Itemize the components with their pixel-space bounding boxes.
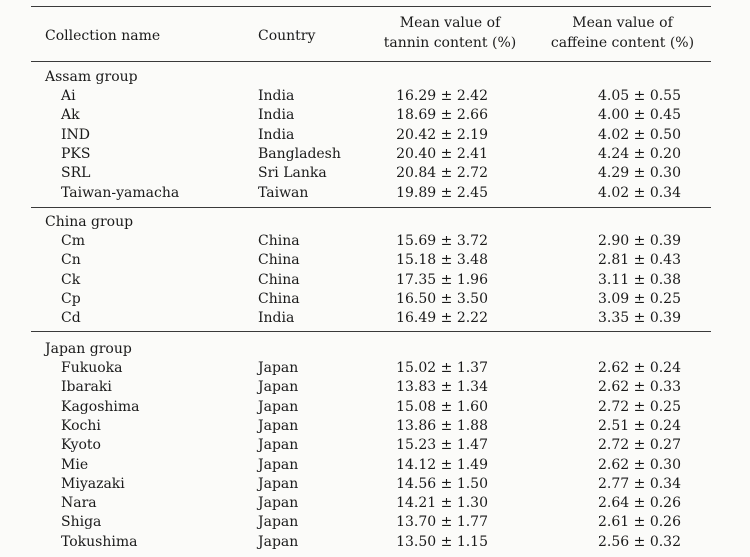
collection-name-cell: Tokushima [61,534,138,550]
tannin-content-cell: 14.21 ± 1.30 [396,495,488,511]
caffeine-content-cell: 4.02 ± 0.50 [598,127,681,143]
caffeine-content-cell: 2.51 ± 0.24 [598,418,681,434]
country-cell: India [258,88,295,104]
header-caffeine [535,13,710,53]
tannin-content-cell: 15.02 ± 1.37 [396,360,488,376]
country-cell: Japan [258,457,299,473]
collection-name-cell: Shiga [61,514,102,530]
country-cell: China [258,233,300,249]
tannin-content-cell: 13.70 ± 1.77 [396,514,488,530]
country-cell: Japan [258,534,299,550]
header-caffeine-line1: Mean value of [572,15,673,31]
country-cell: India [258,127,295,143]
caffeine-content-cell: 2.90 ± 0.39 [598,233,681,249]
china-group-bottom-rule [31,331,711,332]
collection-name-cell: Kyoto [61,437,101,453]
collection-name-cell: PKS [61,146,91,162]
country-cell: China [258,291,300,307]
collection-name-cell: Fukuoka [61,360,123,376]
country-cell: Sri Lanka [258,165,327,181]
collection-name-cell: Mie [61,457,89,473]
caffeine-content-cell: 2.81 ± 0.43 [598,252,681,268]
caffeine-content-cell: 2.64 ± 0.26 [598,495,681,511]
collection-name-cell: Ak [61,107,80,123]
caffeine-content-cell: 2.77 ± 0.34 [598,476,681,492]
caffeine-content-cell: 4.00 ± 0.45 [598,107,681,123]
country-cell: Bangladesh [258,146,341,162]
collection-name-cell: IND [61,127,91,143]
country-cell: India [258,310,295,326]
caffeine-content-cell: 2.61 ± 0.26 [598,514,681,530]
country-cell: Japan [258,418,299,434]
collection-name-cell: Nara [61,495,97,511]
collection-name-cell: SRL [61,165,91,181]
header-tannin-line2: tannin content (%) [383,35,517,51]
collection-name-cell: Ibaraki [61,379,112,395]
tannin-content-cell: 13.83 ± 1.34 [396,379,488,395]
header-tannin-line1: Mean value of [399,15,501,31]
header-tannin [370,13,530,53]
tannin-content-cell: 20.40 ± 2.41 [396,146,488,162]
tannin-content-cell: 16.29 ± 2.42 [396,88,488,104]
caffeine-content-cell: 2.72 ± 0.27 [598,437,681,453]
tannin-content-cell: 13.86 ± 1.88 [396,418,488,434]
tannin-content-cell: 17.35 ± 1.96 [396,272,488,288]
caffeine-content-cell: 2.72 ± 0.25 [598,399,681,415]
country-cell: Japan [258,437,299,453]
tannin-content-cell: 15.23 ± 1.47 [396,437,488,453]
caffeine-content-cell: 2.62 ± 0.30 [598,457,681,473]
country-cell: China [258,252,300,268]
tannin-content-cell: 13.50 ± 1.15 [396,534,488,550]
tannin-content-cell: 14.12 ± 1.49 [396,457,488,473]
country-cell: Japan [258,360,299,376]
country-cell: Taiwan [258,185,309,201]
collection-name-cell: Taiwan-yamacha [61,185,180,201]
group-heading: Assam group [45,69,138,85]
caffeine-content-cell: 4.29 ± 0.30 [598,165,681,181]
caffeine-content-cell: 4.05 ± 0.55 [598,88,681,104]
caffeine-content-cell: 3.11 ± 0.38 [598,272,681,288]
group-heading: Japan group [45,341,132,357]
collection-name-cell: Kagoshima [61,399,140,415]
tannin-content-cell: 15.18 ± 3.48 [396,252,488,268]
country-cell: Japan [258,495,299,511]
header-bottom-rule [31,61,711,62]
country-cell: Japan [258,514,299,530]
tannin-content-cell: 16.50 ± 3.50 [396,291,488,307]
collection-name-cell: Kochi [61,418,101,434]
collection-name-cell: Miyazaki [61,476,125,492]
collection-name-cell: Cd [61,310,81,326]
tannin-content-cell: 20.42 ± 2.19 [396,127,488,143]
assam-group-bottom-rule [31,207,711,208]
caffeine-content-cell: 4.02 ± 0.34 [598,185,681,201]
table-top-rule [31,6,711,7]
caffeine-content-cell: 2.56 ± 0.32 [598,534,681,550]
tannin-content-cell: 18.69 ± 2.66 [396,107,488,123]
country-cell: Japan [258,379,299,395]
caffeine-content-cell: 2.62 ± 0.24 [598,360,681,376]
header-caffeine-line2: caffeine content (%) [550,35,695,51]
country-cell: India [258,107,295,123]
collection-name-cell: Cp [61,291,81,307]
caffeine-content-cell: 4.24 ± 0.20 [598,146,681,162]
tannin-content-cell: 14.56 ± 1.50 [396,476,488,492]
caffeine-content-cell: 2.62 ± 0.33 [598,379,681,395]
collection-name-cell: Ck [61,272,81,288]
collection-name-cell: Cm [61,233,85,249]
tannin-content-cell: 19.89 ± 2.45 [396,185,488,201]
country-cell: Japan [258,476,299,492]
country-cell: Japan [258,399,299,415]
group-heading: China group [45,214,134,230]
collection-name-cell: Ai [61,88,76,104]
tannin-content-cell: 15.08 ± 1.60 [396,399,488,415]
country-cell: China [258,272,300,288]
caffeine-content-cell: 3.35 ± 0.39 [598,310,681,326]
header-collection-name: Collection name [45,28,161,44]
tannin-content-cell: 16.49 ± 2.22 [396,310,488,326]
tannin-content-cell: 15.69 ± 3.72 [396,233,488,249]
caffeine-content-cell: 3.09 ± 0.25 [598,291,681,307]
tannin-content-cell: 20.84 ± 2.72 [396,165,488,181]
collection-name-cell: Cn [61,252,81,268]
header-country: Country [258,28,316,44]
